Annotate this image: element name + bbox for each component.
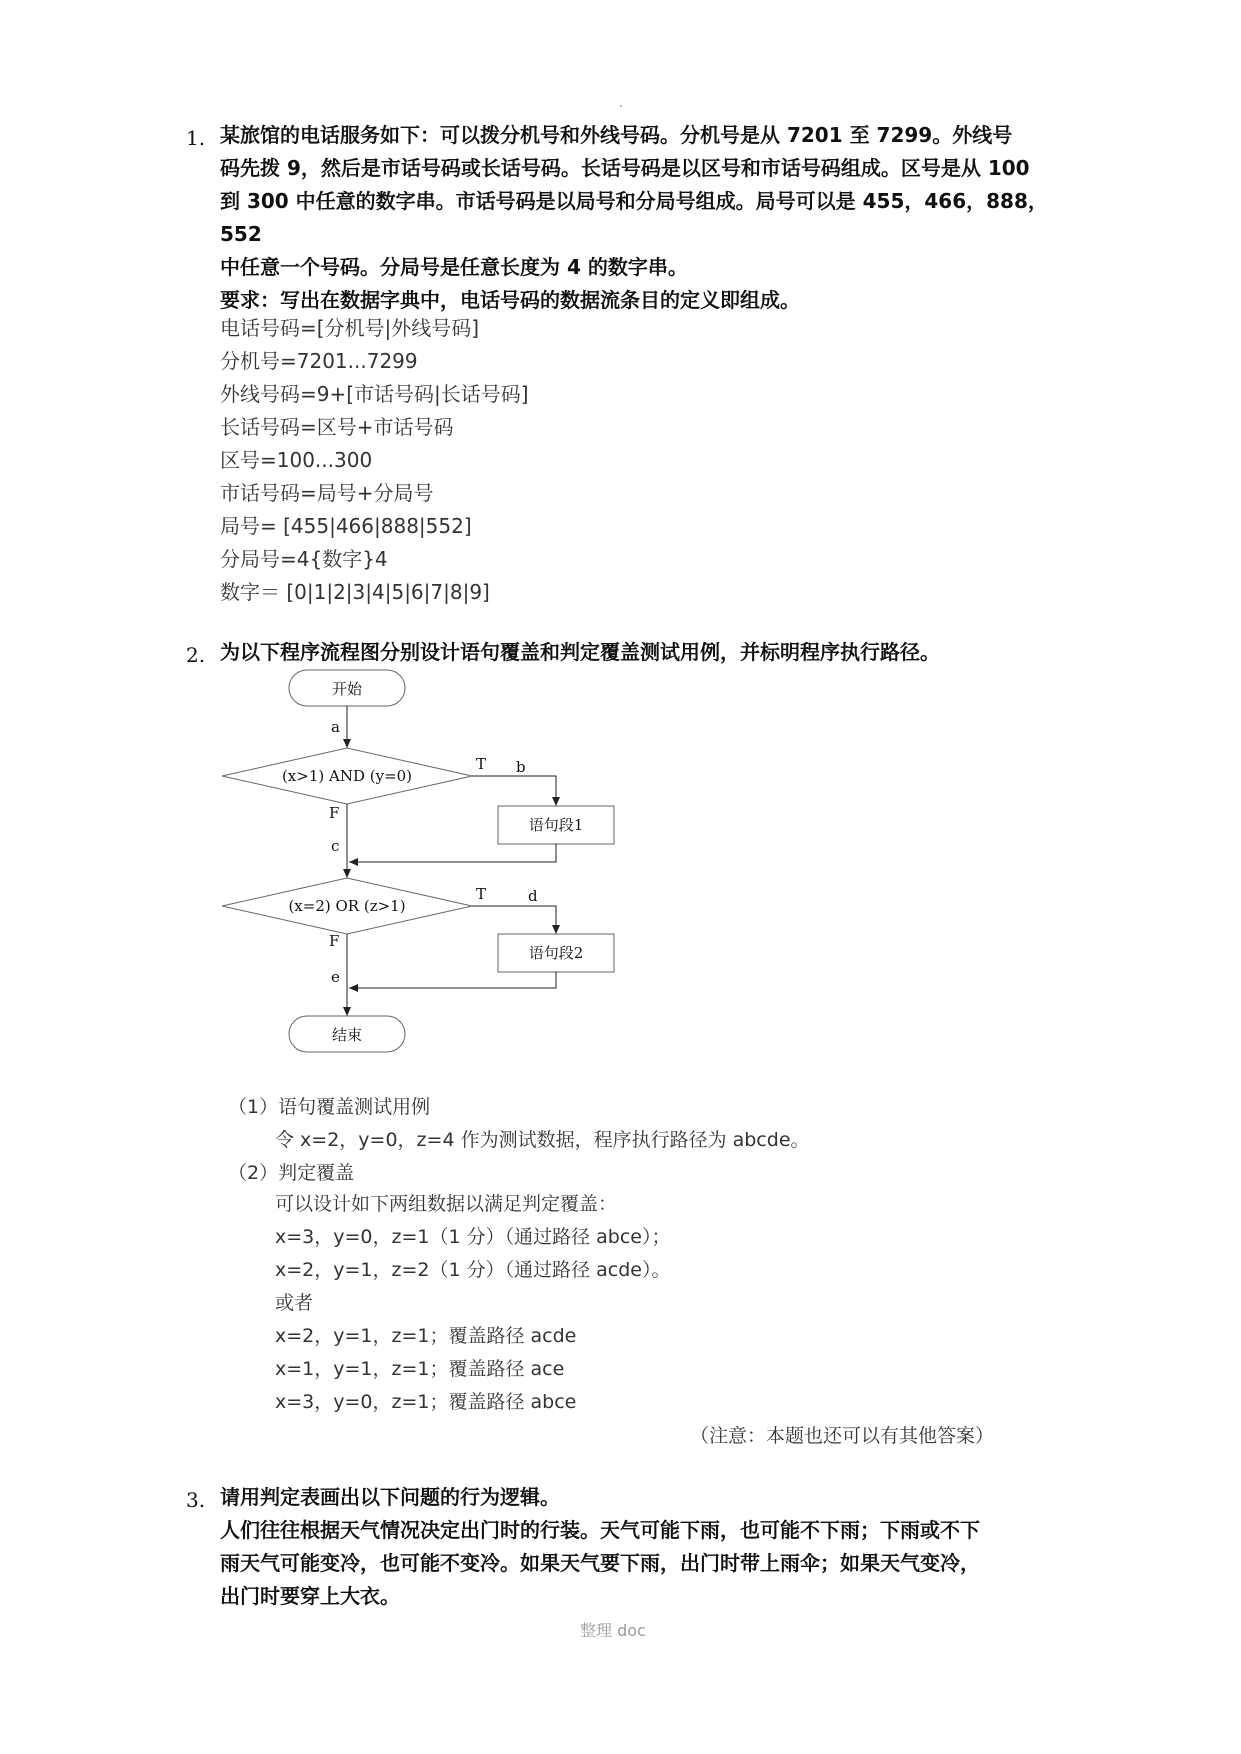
q2-sub2-lines	[275, 1188, 671, 1419]
arrow-merge-1	[349, 844, 556, 862]
q1-line: 中任意一个号码。分局号是任意长度为 4 的数字串。	[220, 255, 688, 279]
q3-line: 人们往往根据天气情况决定出门时的行装。天气可能下雨，也可能不下雨；下雨或不下	[220, 1518, 980, 1542]
decision-2-label: (x=2) OR (z>1)	[288, 897, 406, 915]
decision-1-label: (x>1) AND (y=0)	[281, 767, 413, 785]
q3-title: 请用判定表画出以下问题的行为逻辑。	[220, 1485, 560, 1509]
q2-sub2-line: x=2，y=1，z=2（1 分）（通过路径 acde）。	[275, 1259, 671, 1281]
q1-answer-line: 电话号码=[分机号|外线号码]	[220, 316, 480, 340]
q2-sub2-line: x=2，y=1，z=1；覆盖路径 acde	[275, 1325, 577, 1347]
q1-answer-line: 数字＝ [0|1|2|3|4|5|6|7|8|9]	[220, 580, 490, 604]
q1-line: 要求：写出在数据字典中，电话号码的数据流条目的定义即组成。	[220, 288, 800, 312]
block-2-label: 语句段2	[528, 944, 584, 962]
label-b: b	[516, 758, 526, 776]
q1-answer-line: 长话号码=区号+市话号码	[220, 415, 454, 439]
q2-sub2-line: 可以设计如下两组数据以满足判定覆盖：	[275, 1193, 618, 1215]
label-t1: T	[476, 755, 487, 773]
q1-answer-line: 外线号码=9+[市话号码|长话号码]	[220, 382, 529, 406]
q1-line: 某旅馆的电话服务如下：可以拨分机号和外线号码。分机号是从 7201 至 7299。外线号	[220, 123, 1013, 147]
q3-line: 出门时要穿上大衣。	[220, 1584, 400, 1608]
label-c: c	[331, 837, 340, 855]
q1-line: 到 300 中任意的数字串。市话号码是以局号和分局号组成。局号可以是 455，466，888，552	[220, 189, 1048, 246]
q1-answer-line: 区号=100...300	[220, 448, 373, 472]
block-1-label: 语句段1	[528, 816, 584, 834]
end-label: 结束	[331, 1026, 363, 1044]
q1-answer-line: 局号= [455|466|888|552]	[220, 514, 472, 538]
label-a: a	[331, 718, 340, 736]
q1-answer-line: 市话号码=局号+分局号	[220, 481, 434, 505]
label-f1: F	[329, 804, 340, 822]
q2-sub1-title: （1）语句覆盖测试用例	[228, 1096, 431, 1118]
q3-line: 雨天气可能变冷，也可能不变冷。如果天气要下雨，出门时带上雨伞；如果天气变冷，	[220, 1551, 980, 1575]
arrow-merge-2	[349, 972, 556, 988]
label-t2: T	[476, 885, 487, 903]
q2-sub2-line: 或者	[275, 1292, 314, 1314]
q2-number: 2.	[186, 643, 206, 667]
arrow-b	[472, 776, 556, 806]
label-d: d	[528, 887, 538, 905]
header-mark: .	[619, 96, 623, 110]
q1-line: 码先拨 9，然后是市话号码或长话号码。长话号码是以区号和市话号码组成。区号是从 100	[220, 156, 1030, 180]
q2-title: 为以下程序流程图分别设计语句覆盖和判定覆盖测试用例，并标明程序执行路径。	[220, 640, 940, 664]
q3-text	[220, 1481, 1100, 1613]
q3-number: 3.	[186, 1488, 206, 1512]
q2-sub2-line: x=3，y=0，z=1；覆盖路径 abce	[275, 1391, 577, 1413]
arrow-d	[472, 906, 556, 934]
q1-answer-line: 分局号=4{数字}4	[220, 547, 388, 571]
label-f2: F	[329, 932, 340, 950]
q2-sub2-line: x=3，y=0，z=1（1 分）（通过路径 abce）；	[275, 1226, 671, 1248]
q2-sub2-line: x=1，y=1，z=1；覆盖路径 ace	[275, 1358, 565, 1380]
label-e: e	[331, 968, 340, 986]
q2-sub1-text: 令 x=2，y=0，z=4 作为测试数据，程序执行路径为 abcde。	[275, 1129, 810, 1151]
start-label: 开始	[331, 680, 363, 698]
q1-answer-line: 分机号=7201...7299	[220, 349, 418, 373]
q2-note: （注意：本题也还可以有其他答案）	[690, 1425, 995, 1447]
footer: 整理 doc	[580, 1621, 646, 1640]
q1-number: 1.	[186, 126, 206, 150]
q2-sub2-title: （2）判定覆盖	[228, 1162, 355, 1184]
